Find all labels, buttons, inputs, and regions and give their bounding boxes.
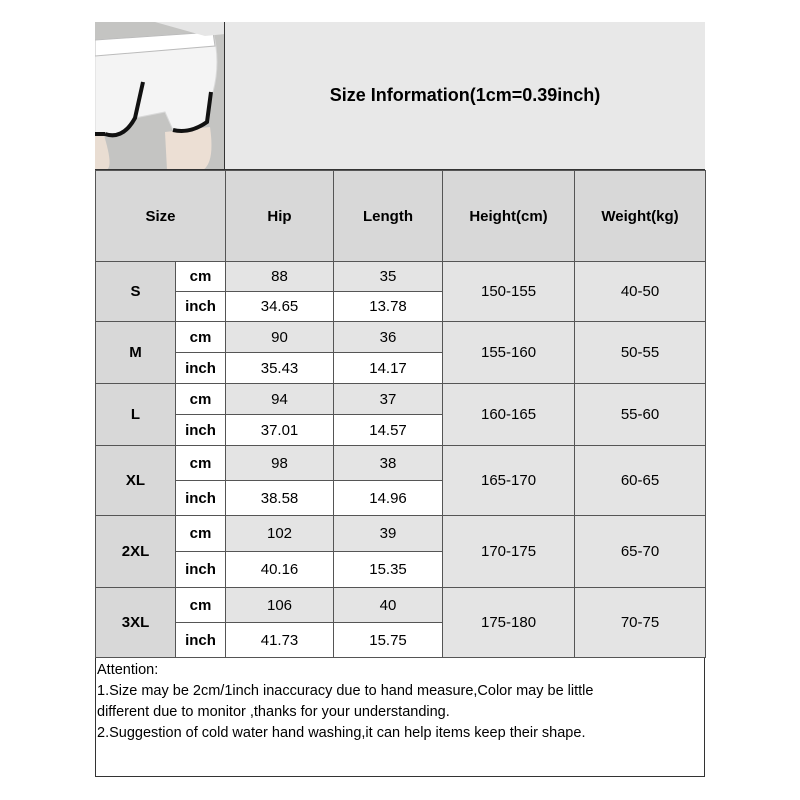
height-range: 160-165: [443, 384, 575, 446]
unit-cm: cm: [176, 384, 226, 415]
weight-range: 65-70: [575, 516, 706, 588]
hip-cm: 106: [226, 588, 334, 623]
length-inch: 13.78: [334, 292, 443, 322]
unit-inch: inch: [176, 623, 226, 658]
product-photo: [95, 22, 225, 170]
length-cm: 38: [334, 446, 443, 481]
length-cm: 39: [334, 516, 443, 552]
weight-range: 60-65: [575, 446, 706, 516]
size-label: XL: [96, 446, 176, 516]
hip-inch: 34.65: [226, 292, 334, 322]
size-label: M: [96, 322, 176, 384]
hip-inch: 40.16: [226, 552, 334, 588]
weight-range: 40-50: [575, 262, 706, 322]
shorts-illustration: [95, 22, 225, 170]
size-info-title: Size Information(1cm=0.39inch): [225, 22, 705, 170]
table-row: [96, 588, 706, 623]
size-table: [95, 170, 706, 658]
unit-cm: cm: [176, 322, 226, 353]
header-length: Length: [334, 171, 443, 262]
size-label: L: [96, 384, 176, 446]
table-row: [96, 262, 706, 292]
notes-line-3: 2.Suggestion of cold water hand washing,it can help items keep their shape.: [97, 725, 586, 741]
unit-inch: inch: [176, 415, 226, 446]
length-cm: 37: [334, 384, 443, 415]
hip-inch: 38.58: [226, 481, 334, 516]
unit-inch: inch: [176, 481, 226, 516]
unit-cm: cm: [176, 262, 226, 292]
length-inch: 15.35: [334, 552, 443, 588]
length-inch: 14.17: [334, 353, 443, 384]
size-label: 2XL: [96, 516, 176, 588]
length-inch: 14.57: [334, 415, 443, 446]
length-cm: 36: [334, 322, 443, 353]
hip-inch: 41.73: [226, 623, 334, 658]
table-row: [96, 384, 706, 415]
height-range: 170-175: [443, 516, 575, 588]
header-hip: Hip: [226, 171, 334, 262]
attention-notes: [97, 660, 701, 744]
height-range: 165-170: [443, 446, 575, 516]
hip-cm: 98: [226, 446, 334, 481]
header-size: Size: [96, 171, 226, 262]
table-row: [96, 446, 706, 481]
unit-cm: cm: [176, 446, 226, 481]
unit-inch: inch: [176, 292, 226, 322]
hip-cm: 94: [226, 384, 334, 415]
hip-inch: 37.01: [226, 415, 334, 446]
length-cm: 35: [334, 262, 443, 292]
hip-cm: 88: [226, 262, 334, 292]
header-height: Height(cm): [443, 171, 575, 262]
table-header-row: [96, 171, 706, 262]
hip-cm: 102: [226, 516, 334, 552]
unit-cm: cm: [176, 516, 226, 552]
size-label: 3XL: [96, 588, 176, 658]
size-label: S: [96, 262, 176, 322]
length-inch: 15.75: [334, 623, 443, 658]
table-row: [96, 322, 706, 353]
length-cm: 40: [334, 588, 443, 623]
height-range: 155-160: [443, 322, 575, 384]
weight-range: 55-60: [575, 384, 706, 446]
unit-inch: inch: [176, 552, 226, 588]
weight-range: 50-55: [575, 322, 706, 384]
weight-range: 70-75: [575, 588, 706, 658]
table-row: [96, 516, 706, 552]
header-weight: Weight(kg): [575, 171, 706, 262]
notes-heading: Attention:: [97, 662, 159, 678]
notes-line-2: different due to monitor ,thanks for your understanding.: [97, 704, 450, 720]
hip-cm: 90: [226, 322, 334, 353]
notes-line-1: 1.Size may be 2cm/1inch inaccuracy due to hand measure,Color may be little: [97, 683, 594, 699]
height-range: 175-180: [443, 588, 575, 658]
hip-inch: 35.43: [226, 353, 334, 384]
height-range: 150-155: [443, 262, 575, 322]
unit-inch: inch: [176, 353, 226, 384]
length-inch: 14.96: [334, 481, 443, 516]
unit-cm: cm: [176, 588, 226, 623]
